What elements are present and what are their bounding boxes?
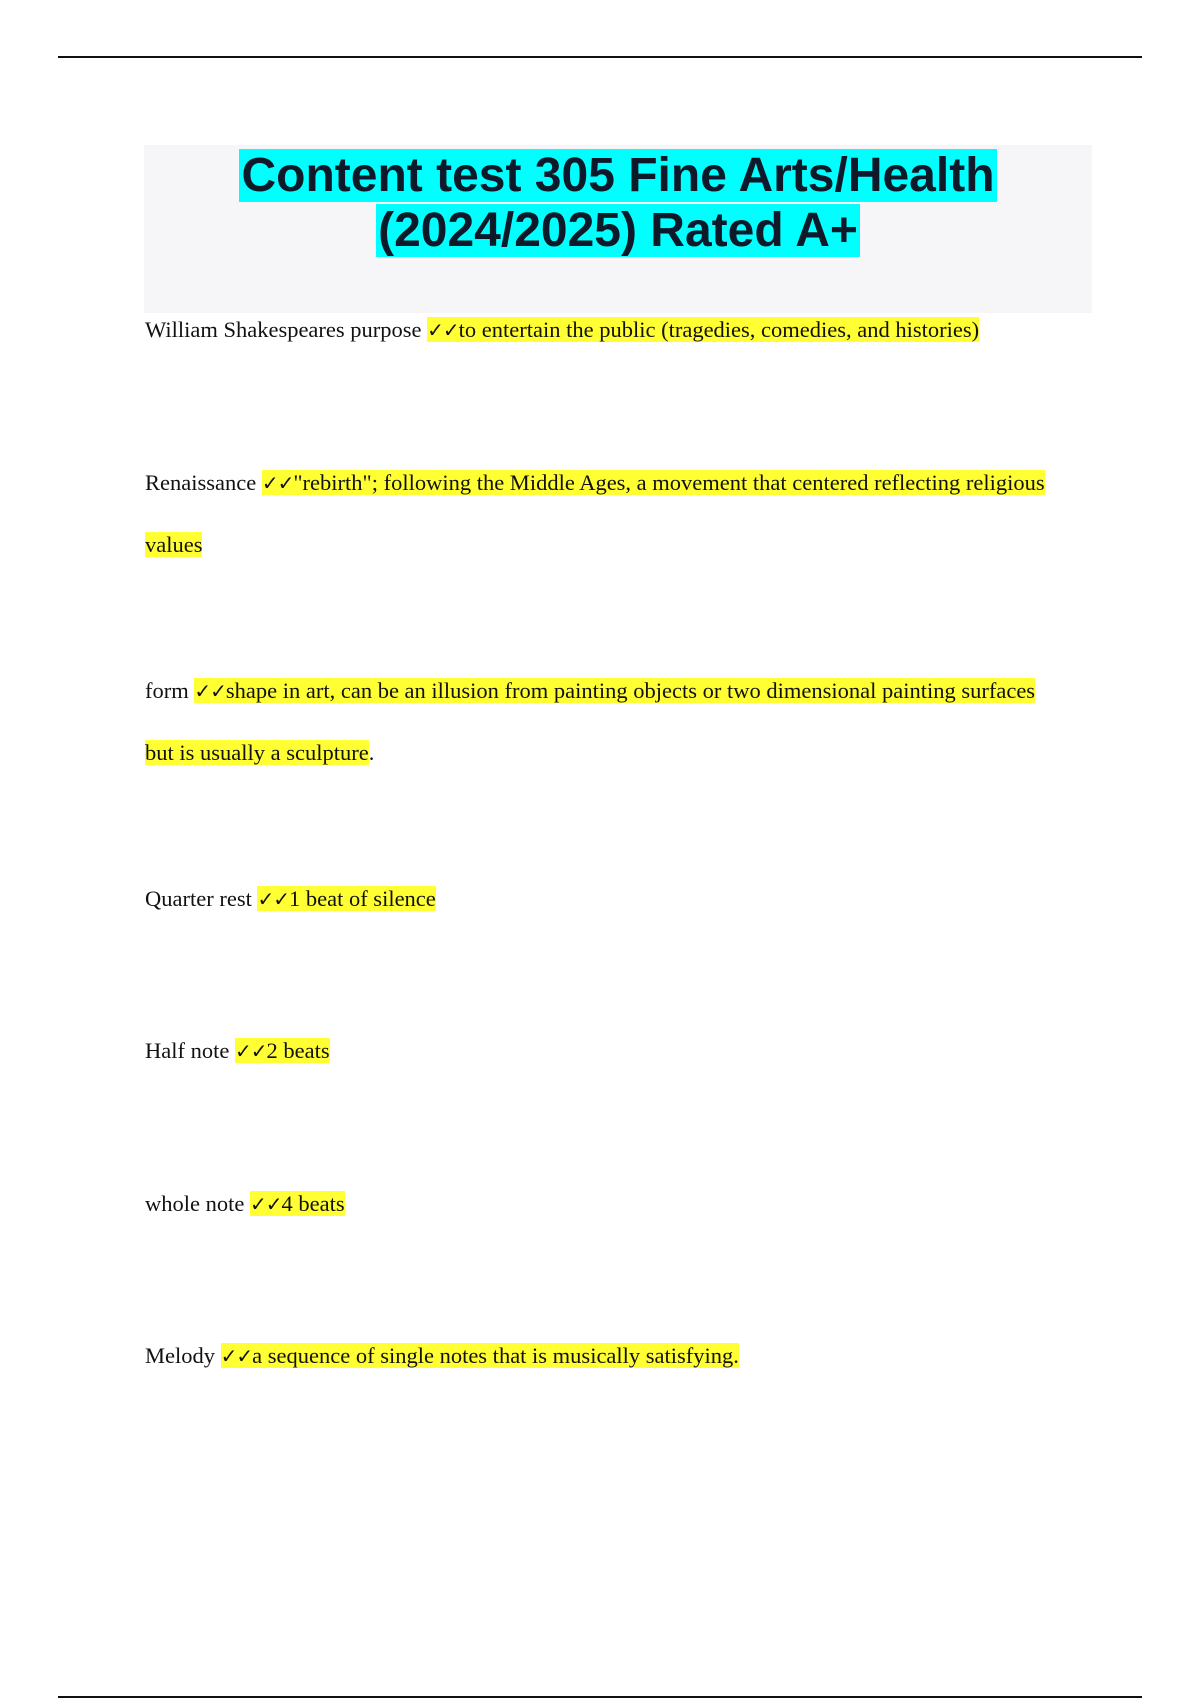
double-check-icon: ✓✓ [427, 318, 459, 342]
entry-answer: shape in art, can be an illusion from painting objects or two dimensional painting surfaces but is usually a sculpture [145, 678, 1036, 765]
entry-answer: 1 beat of silence [288, 886, 436, 911]
entry-term: William Shakespeares purpose [145, 317, 428, 342]
double-check-icon: ✓✓ [249, 1192, 282, 1216]
entry-renaissance [145, 452, 1065, 575]
double-check-icon: ✓✓ [220, 1344, 253, 1368]
document-title [144, 145, 1092, 258]
double-check-icon: ✓✓ [257, 887, 289, 911]
entry-term: Quarter rest [145, 886, 258, 911]
header-rule [58, 56, 1142, 58]
entry-melody [145, 1325, 1065, 1387]
title-line-1: Content test 305 Fine Arts/Health [241, 149, 995, 202]
entry-answer: to entertain the public (tragedies, comedies, and histories) [458, 317, 980, 342]
title-line-2: (2024/2025) Rated A+ [378, 204, 858, 257]
entry-trail: . [368, 740, 375, 765]
entry-term: Renaissance [145, 470, 262, 495]
entry-answer: 2 beats [266, 1038, 330, 1063]
entry-term: Melody [145, 1343, 221, 1368]
entry-quarter-rest [145, 868, 1065, 930]
entry-term: form [145, 678, 195, 703]
entry-term: Half note [145, 1038, 235, 1063]
double-check-icon: ✓✓ [261, 471, 294, 495]
entry-half-note [145, 1020, 1065, 1082]
double-check-icon: ✓✓ [194, 679, 226, 703]
entry-shakespeare [145, 299, 1065, 361]
entry-whole-note [145, 1173, 1065, 1235]
footer-rule [58, 1696, 1142, 1698]
entry-answer: a sequence of single notes that is musically satisfying. [252, 1343, 739, 1368]
entry-term: whole note [145, 1191, 250, 1216]
title-box [144, 145, 1092, 313]
double-check-icon: ✓✓ [234, 1039, 267, 1063]
entry-form [145, 660, 1065, 783]
entry-answer: "rebirth"; following the Middle Ages, a movement that centered reflecting religious values [145, 470, 1045, 557]
entry-answer: 4 beats [281, 1191, 345, 1216]
